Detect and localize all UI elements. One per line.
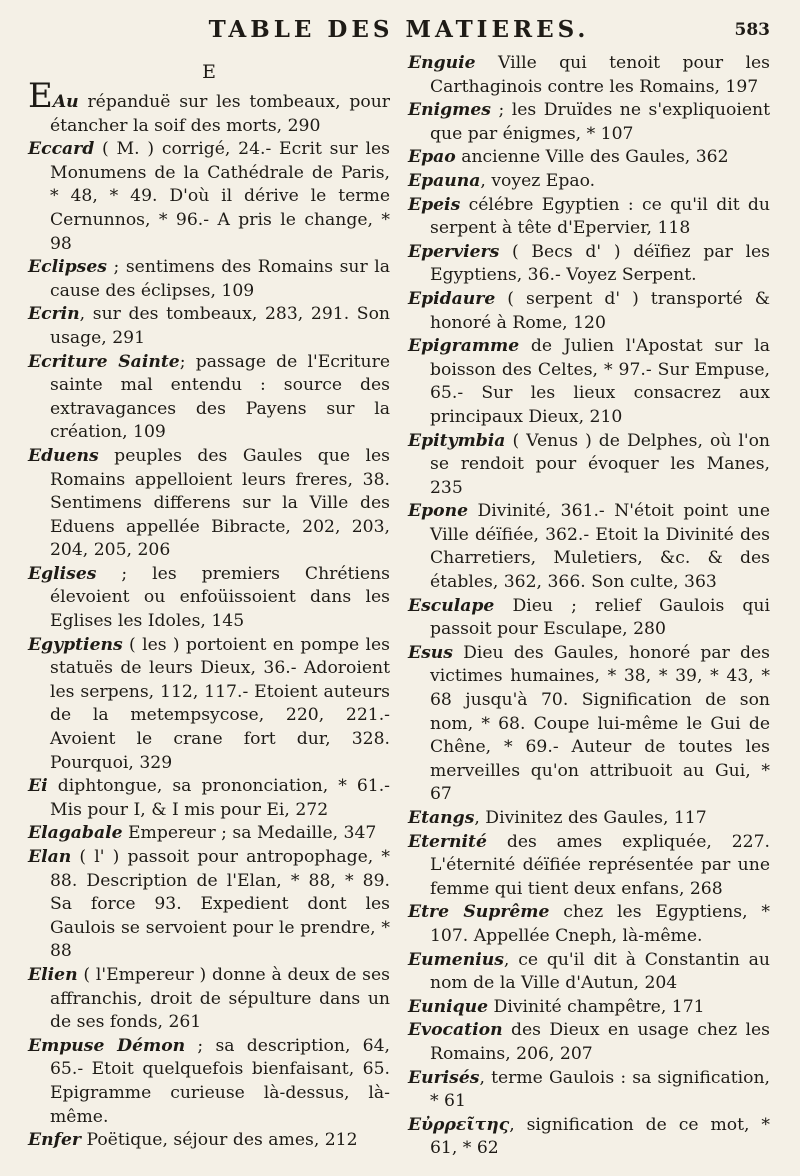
index-entry <box>28 1129 390 1153</box>
entry-text: ; les Druïdes ne s'expliquoient que par énigmes, * 107 <box>430 100 770 144</box>
page-number: 583 <box>734 20 770 40</box>
entry-headword: Eglises <box>28 563 97 584</box>
entry-headword: Enigmes <box>408 100 491 121</box>
index-entry <box>28 76 390 138</box>
index-entry <box>28 138 390 256</box>
section-letter: E <box>202 61 216 83</box>
entry-text: Divinité, 361.- N'étoit point une Ville déïfiée, 362.- Etoit la Divinité des Charretiers, Muletiers, &c. & des étables, 362, 366. Son culte, 363 <box>430 501 770 593</box>
index-entry <box>28 563 390 634</box>
entry-text: ; sa description, 64, 65.- Etoit quelquefois bienfaisant, 65. Epigramme curieuse là-dessus, là-même. <box>50 1035 390 1127</box>
entry-headword: Empuse Démon <box>28 1035 186 1056</box>
index-entry <box>408 595 770 642</box>
page-header <box>28 14 770 42</box>
entry-headword: Esculape <box>408 595 495 616</box>
index-entry <box>408 146 770 170</box>
index-entry <box>408 996 770 1020</box>
entry-text: célébre Egyptien : ce qu'il dit du serpent à tête d'Epervier, 118 <box>430 194 770 239</box>
entry-text: des ames expliquée, 227. L'éternité déïfiée représentée par une femme qui tient deux enfans, 268 <box>430 831 770 899</box>
entry-text: , ce qu'il dit à Constantin au nom de la Ville d'Autun, 204 <box>430 949 770 994</box>
entry-text: répanduë sur les tombeaux, pour étancher la soif des morts, 290 <box>50 92 390 136</box>
index-entry <box>408 99 770 146</box>
entry-text: Ville qui tenoit pour les Carthaginois contre les Romains, 197 <box>430 53 770 97</box>
entry-text: ( l' ) passoit pour antropophage, * 88. Description de l'Elan, * 88, * 89. Sa force 93. Expedient dont les Gaulois se servoient pour le prendre, * 88 <box>50 847 390 962</box>
entry-headword: Esus <box>408 642 453 663</box>
index-entry <box>28 822 390 846</box>
index-entry <box>28 351 390 445</box>
entry-headword: Epeis <box>408 194 461 215</box>
entry-headword: Epigramme <box>408 336 520 357</box>
entry-text: de Julien l'Apostat sur la boisson des Celtes, * 97.- Sur Empuse, 65.- Sur les lieux consacrez aux principaux Dieux, 210 <box>430 336 770 427</box>
index-entry <box>28 846 390 964</box>
entry-headword: Au <box>52 92 79 112</box>
entry-text: , voyez Epao. <box>480 170 596 191</box>
index-entry <box>408 500 770 594</box>
entry-headword: Evocation <box>408 1020 503 1041</box>
left-column <box>28 52 390 1161</box>
entry-text: Divinité champêtre, 171 <box>488 996 705 1017</box>
entry-text: ( M. ) corrigé, 24.- Ecrit sur les Monumens de la Cathédrale de Paris, * 48, * 49. D'où il dérive le terme Cernunnos, * 96.- A pris le change, * 98 <box>50 139 390 254</box>
entry-text: ; les premiers Chrétiens élevoient ou enfoüissoient dans les Eglises les Idoles, 145 <box>50 563 390 632</box>
index-entry <box>408 1019 770 1066</box>
entry-headword: Eccard <box>28 139 95 160</box>
entry-text: chez les Egyptiens, * 107. Appellée Cneph, là-même. <box>430 902 770 946</box>
index-entry <box>408 170 770 194</box>
entry-headword: Εὐρρεῖτης <box>408 1114 510 1135</box>
entry-text: ( serpent d' ) transporté & honoré à Rome, 120 <box>430 288 770 333</box>
entry-headword: Eurisés <box>408 1067 480 1088</box>
index-entry <box>28 445 390 563</box>
index-entry <box>28 775 390 822</box>
index-columns <box>28 52 770 1161</box>
entry-text: ; passage de l'Ecriture sainte mal entendu : source des extravagances des Payens sur la création, 109 <box>50 351 391 443</box>
entry-text: ( Venus ) de Delphes, où l'on se rendoit pour évoquer les Manes, 235 <box>430 430 770 498</box>
entry-text: , signification de ce mot, * 61, * 62 <box>430 1114 770 1159</box>
entry-text: Dieu ; relief Gaulois qui passoit pour Esculape, 280 <box>430 595 770 640</box>
entry-headword: Eumenius <box>408 949 504 970</box>
entry-headword: Ecrin <box>28 304 80 325</box>
entry-text: , sur des tombeaux, 283, 291. Son usage, 291 <box>50 304 390 348</box>
index-entry <box>408 241 770 288</box>
entry-headword: Epao <box>408 147 456 168</box>
index-entry <box>408 335 770 429</box>
index-entry <box>408 288 770 335</box>
entry-headword: Eternité <box>408 831 487 852</box>
index-entry <box>408 1114 770 1161</box>
entry-text: ancienne Ville des Gaules, 362 <box>455 147 729 168</box>
drop-initial: E <box>28 76 53 116</box>
entry-headword: Etangs <box>408 808 475 828</box>
entry-text: ( les ) portoient en pompe les statuës de leurs Dieux, 36.- Adoroient les serpens, 112, 117.- Etoient auteurs de la metempsycose, 220, 221.- Avoient le crane fort dur, 328. Pourquoi, 329 <box>50 634 390 773</box>
entry-text: , Divinitez des Gaules, 117 <box>474 808 707 828</box>
index-entry <box>408 1067 770 1114</box>
entry-headword: Epone <box>408 501 469 522</box>
index-entry <box>408 52 770 99</box>
entry-headword: Elien <box>28 964 78 985</box>
entry-headword: Ecriture Sainte <box>28 351 180 372</box>
entry-headword: Eunique <box>408 996 489 1017</box>
entry-headword: Ei <box>28 776 48 797</box>
index-entry <box>408 430 770 501</box>
index-entry <box>28 964 390 1035</box>
entry-headword: Epitymbia <box>408 430 506 451</box>
index-entry <box>28 634 390 776</box>
index-entry <box>408 807 770 831</box>
entry-headword: Egyptiens <box>28 634 123 655</box>
index-entry <box>28 303 390 350</box>
index-entry <box>408 831 770 902</box>
index-entry <box>28 1035 390 1129</box>
right-column <box>408 52 770 1161</box>
entry-headword: Etre Suprême <box>408 902 550 923</box>
entry-headword: Elan <box>28 847 72 867</box>
index-entry <box>28 256 390 303</box>
running-head: TABLE DES MATIERES. <box>208 16 590 43</box>
entry-headword: Eclipses <box>28 257 107 278</box>
entry-headword: Enfer <box>28 1130 81 1151</box>
entry-text: Poëtique, séjour des ames, 212 <box>80 1130 358 1151</box>
entry-text: diphtongue, sa prononciation, * 61.- Mis pour I, & I mis pour Ei, 272 <box>47 776 390 820</box>
entry-text: peuples des Gaules que les Romains appelloient leurs freres, 38. Sentimens differens sur la Ville des Eduens appellée Bibracte, 202, 203, 204, 205, 206 <box>50 445 390 561</box>
entry-text: Dieu des Gaules, honoré par des victimes humaines, * 38, * 39, * 43, * 68 jusqu'à 70. Signification de son nom, * 68. Coupe lui-même le Gui de Chêne, * 69.- Auteur de toutes les merveilles qu'on attribuoit au Gui, * 67 <box>430 642 770 805</box>
entry-text: des Dieux en usage chez les Romains, 206, 207 <box>430 1020 770 1064</box>
entry-text: ( Becs d' ) déïfiez par les Egyptiens, 36.- Voyez Serpent. <box>430 241 770 286</box>
entry-headword: Epidaure <box>408 288 496 309</box>
entry-headword: Eduens <box>28 445 99 466</box>
index-entry <box>408 194 770 241</box>
entry-headword: Elagabale <box>28 823 123 844</box>
entry-text: ( l'Empereur ) donne à deux de ses affranchis, droit de sépulture dans un de ses fonds, 261 <box>50 964 390 1033</box>
index-entry <box>408 901 770 948</box>
entry-headword: Epauna <box>408 170 481 191</box>
entry-text: ; sentimens des Romains sur la cause des éclipses, 109 <box>50 257 390 301</box>
entry-text: , terme Gaulois : sa signification, * 61 <box>430 1067 770 1112</box>
index-entry <box>408 642 770 807</box>
entry-headword: Eperviers <box>408 241 500 262</box>
entry-headword: Enguie <box>408 53 476 73</box>
entry-text: Empereur ; sa Medaille, 347 <box>122 823 377 844</box>
index-entry <box>408 949 770 996</box>
